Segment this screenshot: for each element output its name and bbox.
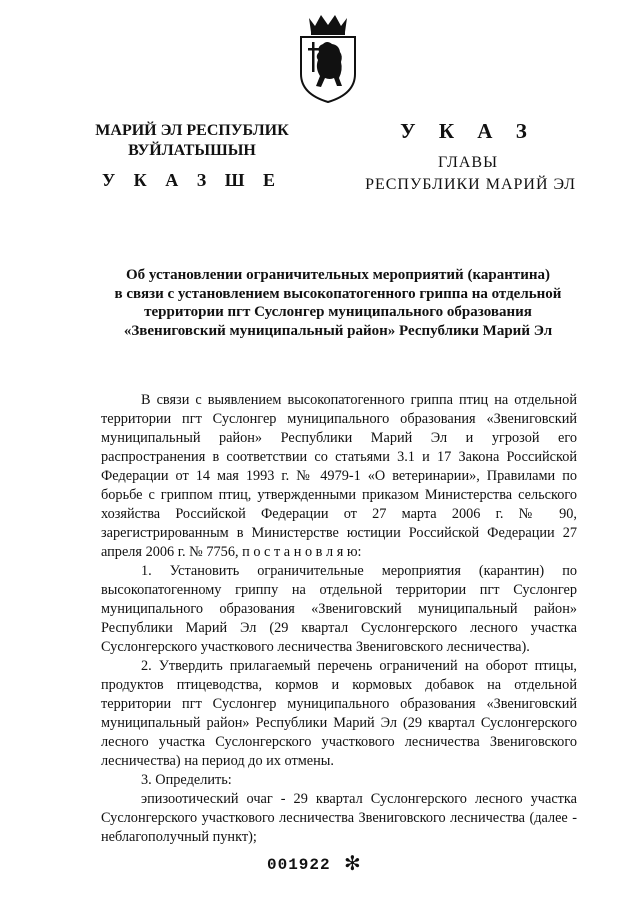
title-line: «Звениговский муниципальный район» Республики Марий Эл [123, 322, 553, 339]
title-line: в связи с установлением высокопатогенного гриппа на отдельной [114, 285, 562, 302]
header-head-russian: ГЛАВЫ [437, 154, 499, 171]
item-1-paragraph: 1. Установить ограничительные мероприятия (карантин) по высокопатогенному гриппу на отдельной территории пгт Суслонгер муниципального образования «Звениговский муниципальный район» Республики Марий Эл (29 квартал Суслонгерского лесного участка Суслонгерского участкового лесничества Звениговского лесничества). [101, 563, 577, 655]
header-republic-mari: МАРИЙ ЭЛ РЕСПУБЛИК [95, 122, 289, 139]
title-line: территории пгт Суслонгер муниципального образования [144, 304, 532, 320]
asterisk-mark-icon: ✻ [344, 851, 361, 875]
item-3-paragraph: 3. Определить: [141, 772, 232, 788]
document-body [101, 391, 577, 847]
header-decree-russian: У К А З [400, 119, 536, 143]
intro-paragraph: В связи с выявлением высокопатогенного гриппа птиц на отдельной территории пгт Суслонгер муниципального образования «Звениговский муниципальный район» Республики Марий Эл и угрозой его распространения в соответствии со статьями 3.1 и 17 Закона Российской Федерации от 14 мая 1993 г. № 4979-1 «О ветеринарии», Правилами по борьбе с гриппом птиц, утвержденными приказом Министерства сельского хозяйства Российской Федерации от 27 марта 2006 г. № 90, зарегистрированным в Министерстве юстиции Российской Федерации 27 апреля 2006 г. № 7756, п о с т а н о в л я ю: [101, 392, 577, 560]
coat-of-arms-icon [297, 12, 359, 104]
item-2-paragraph: 2. Утвердить прилагаемый перечень ограничений на оборот птицы, продуктов птицеводства, кормов и кормовых добавок на отдельной территории пгт Суслонгер муниципального образования «Звениговский муниципальный район» Республики Марий Эл (29 квартал Суслонгерского лесного участка Суслонгерского участкового лесничества Звениговского лесничества) на период до их отмены. [101, 658, 577, 769]
serial-number: 001922 [267, 856, 331, 874]
title-line: Об установлении ограничительных мероприятий (карантина) [125, 267, 550, 283]
header-republic-russian: РЕСПУБЛИКИ МАРИЙ ЭЛ [365, 176, 576, 193]
header-decree-mari: У К А З Ш Е [101, 170, 283, 190]
item-3a-paragraph: эпизоотический очаг - 29 квартал Суслонгерского лесного участка Суслонгерского участкового лесничества Звениговского лесничества (далее - неблагополучный пункт); [101, 791, 577, 845]
header-head-mari: ВУЙЛАТЫШЫН [128, 142, 256, 159]
document-title [98, 266, 578, 340]
